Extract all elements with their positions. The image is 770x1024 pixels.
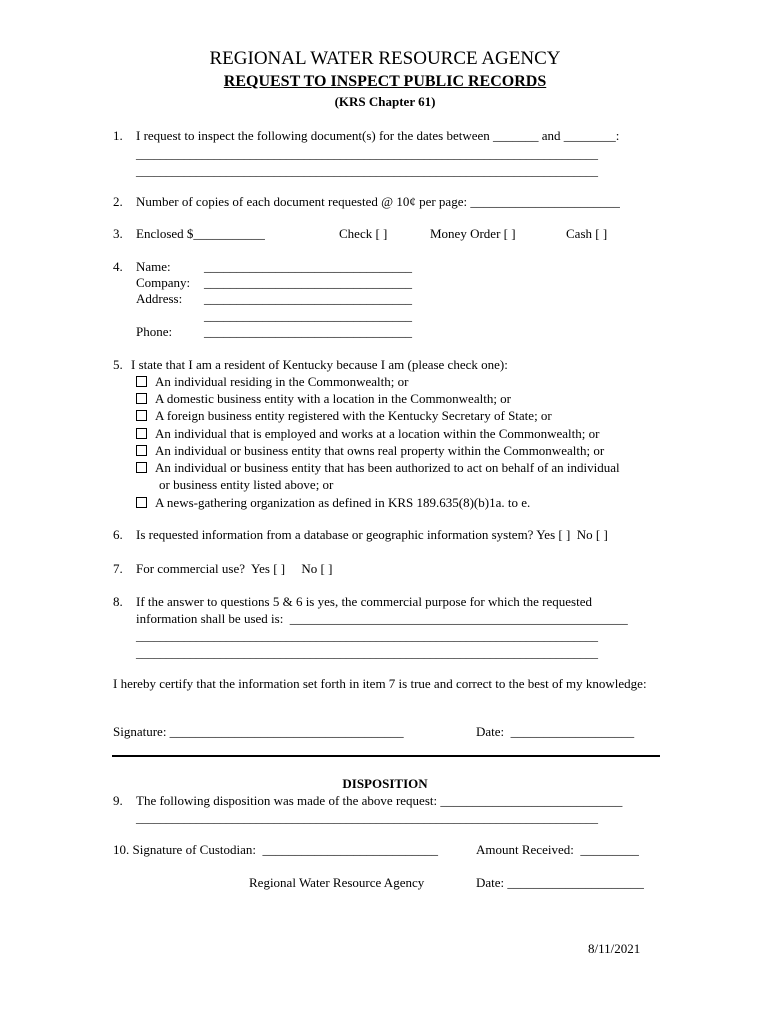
q5-option-4[interactable]: An individual that is employed and works at a location within the Commonwealth; or [136,426,599,442]
q4-number: 4. [113,259,123,274]
q3-number: 3. [113,226,123,241]
q8-blank-line-1[interactable]: _____________________________________________________________________________ [136,629,598,643]
signature-date-field[interactable]: Date: ___________________ [476,724,635,739]
q1-number: 1. [113,128,123,143]
custodian-signature-field[interactable]: 10. Signature of Custodian: ___________________________ [113,842,438,857]
q1-text: I request to inspect the following document(s) for the dates between _______ and ________: [136,128,620,143]
q5-option-3[interactable]: A foreign business entity registered with the Kentucky Secretary of State; or [136,408,552,424]
q9-blank-line[interactable]: _____________________________________________________________________________ [136,811,598,825]
q9-text[interactable]: The following disposition was made of the above request: ____________________________ [136,793,623,808]
amount-received-field[interactable]: Amount Received: _________ [476,842,639,857]
q3-money-order-option[interactable]: Money Order [ ] [430,226,516,241]
q8-text: If the answer to questions 5 & 6 is yes, the commercial purpose for which the requested [136,594,592,609]
q5-option-2[interactable]: A domestic business entity with a location in the Commonwealth; or [136,391,511,407]
checkbox-icon[interactable] [136,410,147,421]
q4-name-label: Name: [136,259,171,274]
revision-date: 8/11/2021 [588,941,641,956]
q8-number: 8. [113,594,123,609]
disposition-heading: DISPOSITION [342,776,428,791]
q5-number: 5. [113,357,123,372]
q5-option-6-continued: or business entity listed above; or [159,477,334,492]
q2-text: Number of copies of each document requested @ 10¢ per page: _______________________ [136,194,620,209]
q4-address-field-2[interactable]: ________________________________ [204,308,412,323]
q8-blank-line-2[interactable]: _____________________________________________________________________________ [136,646,598,660]
checkbox-icon[interactable] [136,497,147,508]
q4-phone-label: Phone: [136,324,173,339]
certification-statement: I hereby certify that the information set forth in item 7 is true and correct to the best of my knowledge: [113,676,647,691]
q7-number: 7. [113,561,123,576]
q2-number: 2. [113,194,123,209]
q4-company-field[interactable]: ________________________________ [204,275,412,290]
q6-text: Is requested information from a database or geographic information system? Yes [ ] No [ ] [136,527,608,542]
custodian-agency-label: Regional Water Resource Agency [249,875,425,890]
q5-option-1[interactable]: An individual residing in the Commonwealth; or [136,374,408,390]
q4-address-field-1[interactable]: ________________________________ [204,291,412,306]
q3-cash-option[interactable]: Cash [ ] [566,226,608,241]
agency-title: REGIONAL WATER RESOURCE AGENCY [209,48,561,69]
q8-text-continued[interactable]: information shall be used is: ____________________________________________________ [136,611,628,626]
q4-address-label: Address: [136,291,183,306]
section-divider [112,755,660,757]
signature-field[interactable]: Signature: ____________________________________ [113,724,404,739]
q3-enclosed: Enclosed $___________ [136,226,265,241]
q5-option-7[interactable]: A news-gathering organization as defined in KRS 189.635(8)(b)1a. to e. [136,495,530,511]
checkbox-icon[interactable] [136,462,147,473]
q5-text: I state that I am a resident of Kentucky because I am (please check one): [131,357,508,372]
checkbox-icon[interactable] [136,428,147,439]
q6-number: 6. [113,527,123,542]
q4-phone-field[interactable]: ________________________________ [204,324,412,339]
q9-number: 9. [113,793,123,808]
q7-text: For commercial use? Yes [ ] No [ ] [136,561,333,576]
q1-blank-line-1[interactable]: _____________________________________________________________________________ [136,147,598,161]
q3-check-option[interactable]: Check [ ] [339,226,388,241]
checkbox-icon[interactable] [136,445,147,456]
checkbox-icon[interactable] [136,376,147,387]
disposition-date-field[interactable]: Date: _____________________ [476,875,644,890]
form-title: REQUEST TO INSPECT PUBLIC RECORDS [223,73,547,90]
q4-name-field[interactable]: ________________________________ [204,259,412,274]
q1-blank-line-2[interactable]: _____________________________________________________________________________ [136,164,598,178]
q5-option-5[interactable]: An individual or business entity that owns real property within the Commonwealth; or [136,443,604,459]
chapter-reference: (KRS Chapter 61) [334,94,436,109]
q4-company-label: Company: [136,275,191,290]
q5-option-6[interactable]: An individual or business entity that has been authorized to act on behalf of an individual [136,460,620,476]
checkbox-icon[interactable] [136,393,147,404]
